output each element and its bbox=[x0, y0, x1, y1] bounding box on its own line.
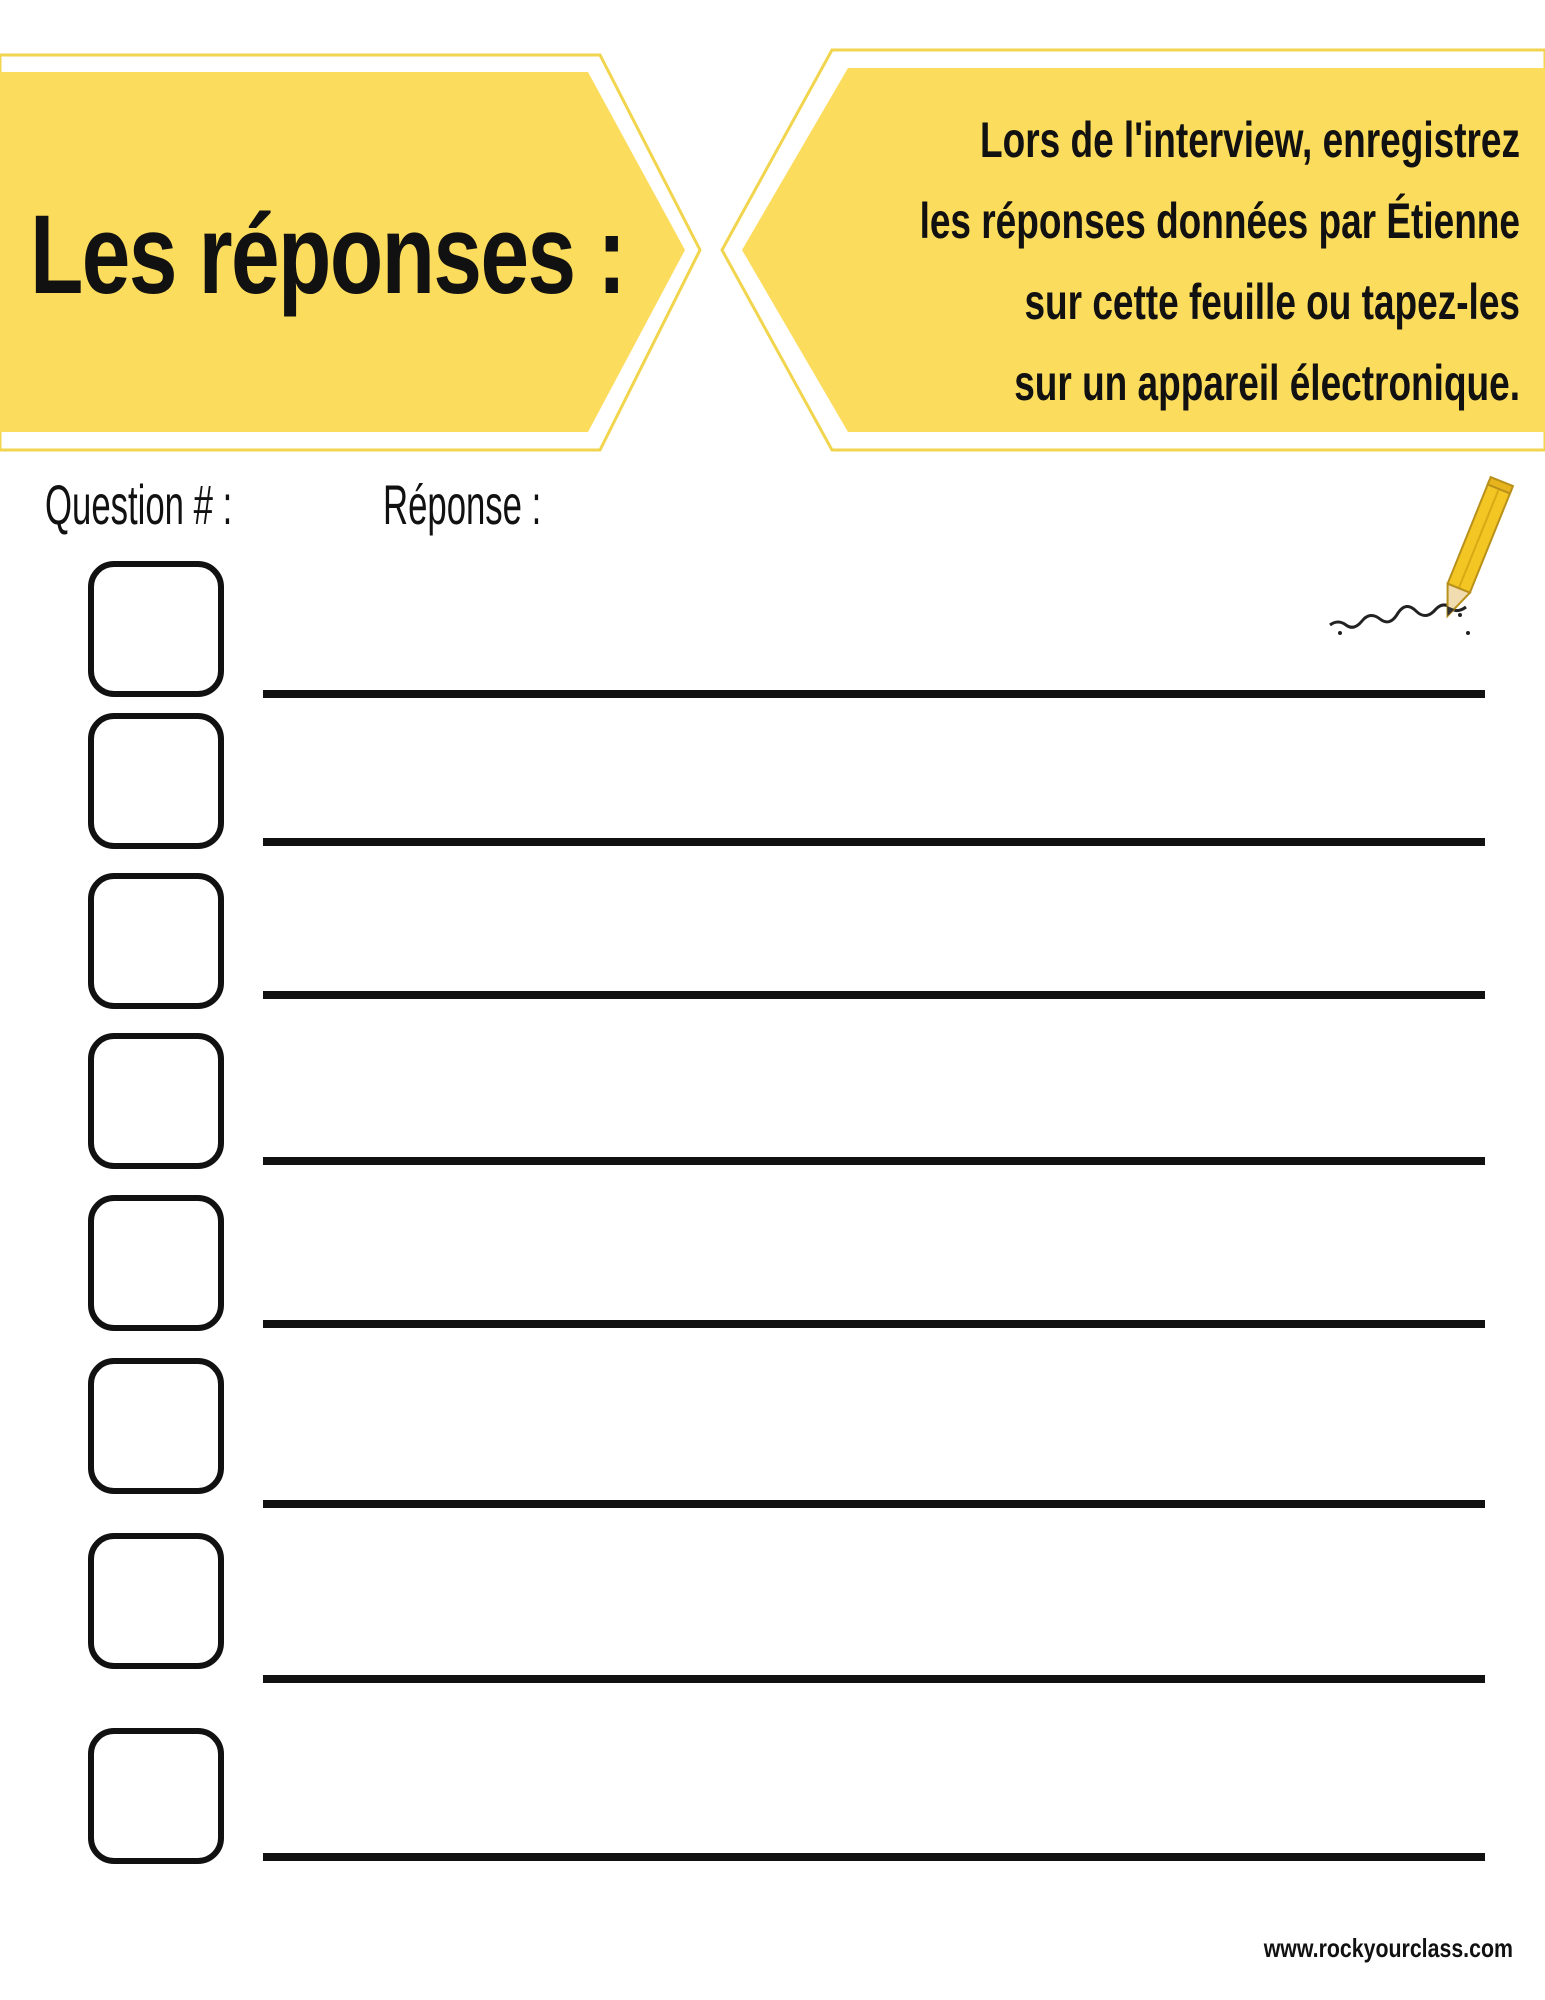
instructions-line: sur cette feuille ou tapez-les bbox=[1024, 274, 1520, 330]
answer-line[interactable] bbox=[263, 838, 1485, 846]
answer-line[interactable] bbox=[263, 1675, 1485, 1683]
question-number-box[interactable] bbox=[88, 1195, 224, 1331]
question-number-box[interactable] bbox=[88, 713, 224, 849]
instructions-line: Lors de l'interview, enregistrez bbox=[980, 112, 1520, 168]
footer-website: www.rockyourclass.com bbox=[1263, 1933, 1513, 1963]
question-number-box[interactable] bbox=[88, 1533, 224, 1669]
answer-line[interactable] bbox=[263, 1853, 1485, 1861]
answer-line[interactable] bbox=[263, 991, 1485, 999]
answer-column-header: Réponse : bbox=[383, 473, 542, 536]
instructions-line: les réponses données par Étienne bbox=[919, 193, 1520, 249]
question-number-box[interactable] bbox=[88, 1728, 224, 1864]
answer-line[interactable] bbox=[263, 1500, 1485, 1508]
instructions-text bbox=[620, 100, 1520, 424]
answer-line[interactable] bbox=[263, 1320, 1485, 1328]
pencil-icon bbox=[1320, 475, 1520, 645]
question-number-box[interactable] bbox=[88, 1358, 224, 1494]
instructions-line: sur un appareil électronique. bbox=[1014, 355, 1520, 411]
answer-line[interactable] bbox=[263, 1157, 1485, 1165]
question-number-box[interactable] bbox=[88, 561, 224, 697]
question-number-box[interactable] bbox=[88, 873, 224, 1009]
question-number-box[interactable] bbox=[88, 1033, 224, 1169]
page-title: Les réponses : bbox=[30, 192, 625, 317]
answer-line[interactable] bbox=[263, 690, 1485, 698]
question-column-header: Question # : bbox=[45, 473, 233, 536]
